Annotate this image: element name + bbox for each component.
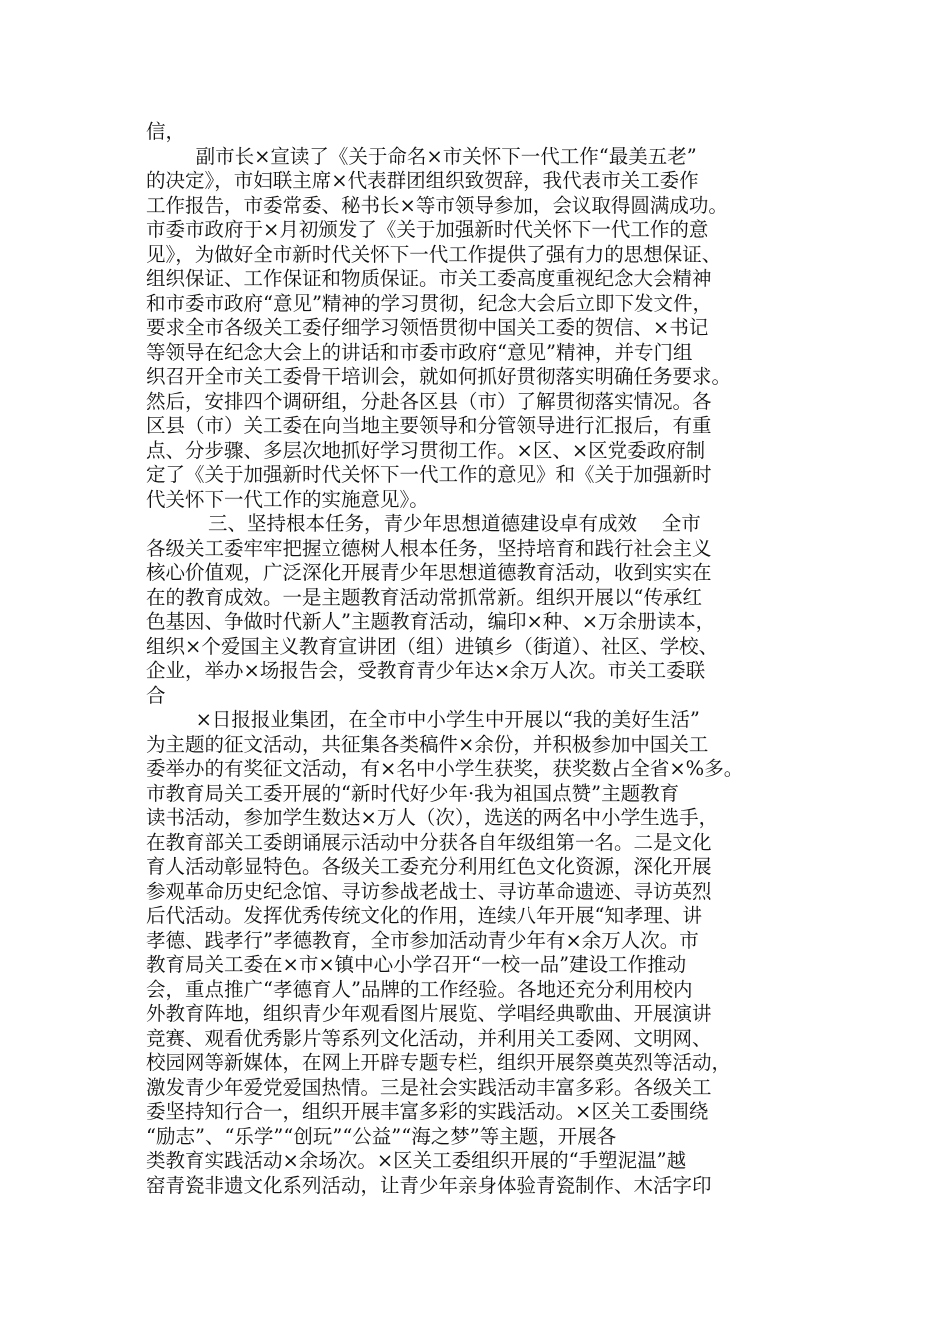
text-line: ×日报报业集团，在全市中小学生中开展以“我的美好生活” (146, 708, 700, 731)
text-line: 工作报告，市委常委、秘书长×等市领导参加，会议取得圆满成功。 (146, 193, 728, 217)
text-line: 孝德、践孝行”孝德教育，全市参加活动青少年有×余万人次。市 (146, 928, 699, 952)
text-line: 织召开全市关工委骨干培训会，就如何抓好贯彻落实明确任务要求。 (146, 365, 732, 388)
text-line: 后代活动。发挥优秀传统文化的作用，连续八年开展“知孝理、讲 (146, 904, 702, 927)
text-line: 色基因、争做时代新人”主题教育活动，编印×种、×万余册读本， (146, 610, 716, 633)
document-body (146, 120, 810, 1198)
text-line: 窑青瓷非遗文化系列活动，让青少年亲身体验青瓷制作、木活字印 (146, 1173, 712, 1197)
text-line: 在的教育成效。一是主题教育活动常抓常新。组织开展以“传承红 (146, 585, 702, 609)
text-line: 点、分步骤、多层次地抓好学习贯彻工作。×区、×区党委政府制 (146, 438, 706, 462)
text-line: 代关怀下一代工作的实施意见》。 (146, 487, 429, 511)
text-line: 参观革命历史纪念馆、寻访参战老战士、寻访革命遗迹、寻访英烈 (146, 879, 712, 903)
text-line: 在教育部关工委朗诵展示活动中分获各自年级组第一名。二是文化 (146, 830, 712, 854)
text-line: 委举办的有奖征文活动，有×名中小学生获奖，获奖数占全省×%多。 (146, 757, 744, 780)
text-line: 会，重点推广“孝德育人”品牌的工作经验。各地还充分利用校内 (146, 977, 693, 1001)
text-line: 区县（市）关工委在向当地主要领导和分管领导进行汇报后，有重 (146, 414, 712, 437)
text-line: 育人活动彰显特色。各级关工委充分利用红色文化资源，深化开展 (146, 855, 712, 878)
text-line: 竞赛、观看优秀影片等系列文化活动，并利用关工委网、文明网、 (146, 1026, 712, 1050)
text-line: 合 (146, 683, 166, 707)
text-line: 企业，举办×场报告会，受教育青少年达×余万人次。市关工委联 (146, 659, 706, 682)
text-line: 等领导在纪念大会上的讲话和市委市政府“意见”精神，并专门组 (146, 340, 693, 364)
text-line: 读书活动，参加学生数达×万人（次），选送的两名中小学生选手， (146, 806, 719, 829)
section-heading-line: 三、坚持根本任务，青少年思想道德建设卓有成效 全市 (146, 512, 701, 535)
text-line: 然后，安排四个调研组，分赴各区县（市）了解贯彻落实情况。各 (146, 389, 712, 413)
text-line: 副市长×宣读了《关于命名×市关怀下一代工作“最美五老” (146, 144, 697, 168)
text-line: 定了《关于加强新时代关怀下一代工作的意见》和《关于加强新时 (146, 463, 712, 486)
text-line: 核心价值观，广泛深化开展青少年思想道德教育活动，收到实实在 (146, 561, 712, 584)
text-line: 激发青少年爱党爱国热情。三是社会实践活动丰富多彩。各级关工 (146, 1075, 712, 1099)
text-line: 校园网等新媒体，在网上开辟专题专栏，组织开展祭奠英烈等活动， (146, 1051, 732, 1074)
text-line: 要求全市各级关工委仔细学习领悟贯彻中国关工委的贺信、×书记 (146, 316, 709, 339)
text-line: 类教育实践活动×余场次。×区关工委组织开展的“手塑泥温”越 (146, 1149, 687, 1172)
text-line: 的决定》，市妇联主席×代表群团组织致贺辞，我代表市关工委作 (146, 169, 699, 192)
text-line: 见》，为做好全市新时代关怀下一代工作提供了强有力的思想保证、 (146, 242, 722, 266)
text-line: 市教育局关工委开展的“新时代好少年·我为祖国点赞”主题教育 (146, 781, 680, 805)
text-line: 教育局关工委在×市×镇中心小学召开“一校一品”建设工作推动 (146, 953, 687, 976)
text-line: 委坚持知行合一，组织开展丰富多彩的实践活动。×区关工委围绕 (146, 1100, 709, 1123)
text-line: 各级关工委牢牢把握立德树人根本任务，坚持培育和践行社会主义 (146, 536, 712, 560)
text-line: 为主题的征文活动，共征集各类稿件×余份，并积极参加中国关工 (146, 732, 709, 756)
text-line: 组织保证、工作保证和物质保证。市关工委高度重视纪念大会精神 (146, 267, 712, 290)
text-line: 外教育阵地，组织青少年观看图片展览、学唱经典歌曲、开展演讲 (146, 1002, 712, 1025)
text-line: 市委市政府于×月初颁发了《关于加强新时代关怀下一代工作的意 (146, 218, 709, 241)
text-line: 和市委市政府“意见”精神的学习贯彻，纪念大会后立即下发文件， (146, 291, 712, 315)
text-line: 信， (146, 120, 186, 143)
text-line: 组织×个爱国主义教育宣讲团（组）进镇乡（街道）、社区、学校、 (146, 634, 719, 658)
text-line: “励志”、“乐学”“创玩”“公益”“海之梦”等主题，开展各 (146, 1124, 617, 1148)
